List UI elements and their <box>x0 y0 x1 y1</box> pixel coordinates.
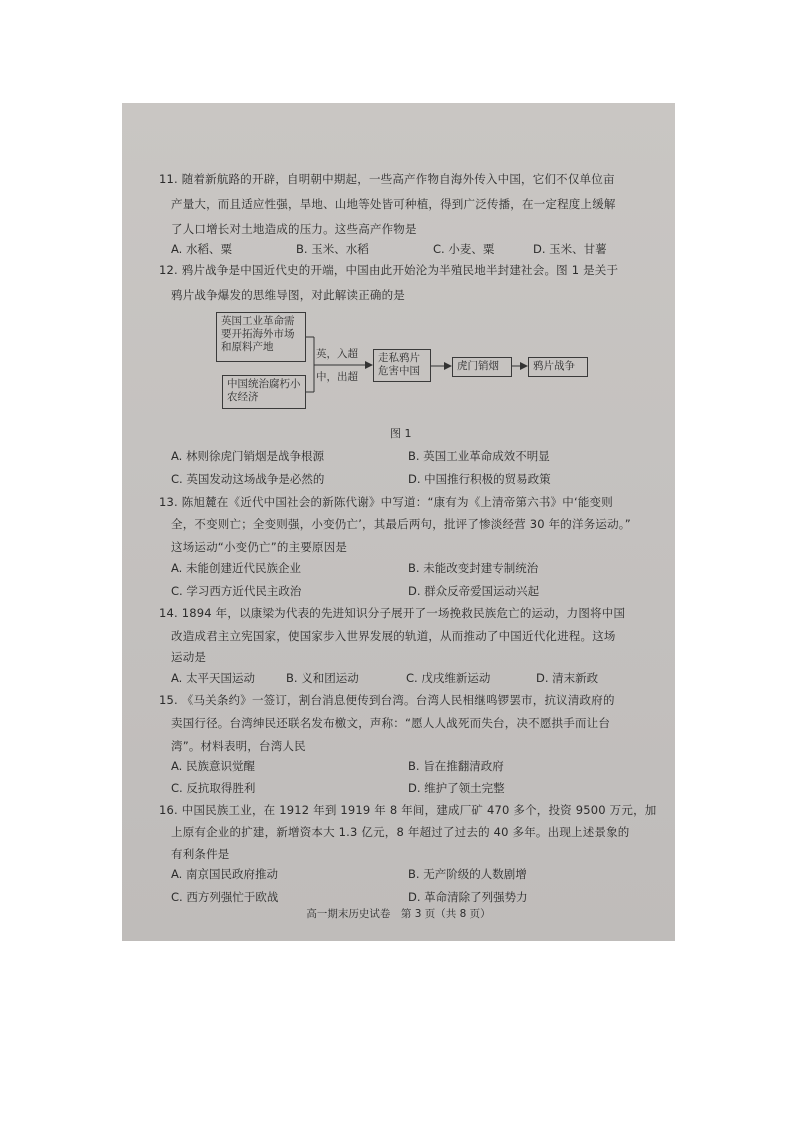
diagram-box-humen-destruction: 虎门销烟 <box>452 357 512 377</box>
q15-line-2: 卖国行径。台湾绅民还联名发布檄文，声称：“愿人人战死而失台，决不愿拱手而让台 <box>171 716 611 730</box>
q13-option-d: D. 群众反帝爱国运动兴起 <box>408 584 540 598</box>
q14-option-c: C. 戊戌维新运动 <box>406 671 491 685</box>
figure-caption: 图 1 <box>390 427 412 440</box>
q13-option-a: A. 未能创建近代民族企业 <box>171 561 301 575</box>
q12-option-c: C. 英国发动这场战争是必然的 <box>171 472 325 486</box>
diagram-box-china-economy: 中国统治腐朽小农经济 <box>222 375 306 409</box>
q14-option-b: B. 义和团运动 <box>286 671 359 685</box>
q14-option-d: D. 清末新政 <box>536 671 599 685</box>
q13-line-3: 这场运动“小变仍亡”的主要原因是 <box>171 540 348 554</box>
q15-option-c: C. 反抗取得胜利 <box>171 781 256 795</box>
q15-option-b: B. 旨在推翻清政府 <box>408 759 504 773</box>
q14-line-1: 14. 1894 年，以康梁为代表的先进知识分子展开了一场挽救民族危亡的运动，力图将中国 <box>159 606 626 620</box>
q11-option-d: D. 玉米、甘薯 <box>533 242 607 256</box>
q14-line-2: 改造成君主立宪国家，使国家步入世界发展的轨道，从而推动了中国近代化进程。这场 <box>171 629 616 643</box>
page-footer: 高一期末历史试卷 第 3 页（共 8 页） <box>306 908 491 920</box>
q16-option-a: A. 南京国民政府推动 <box>171 867 278 881</box>
q14-line-3: 运动是 <box>171 650 207 664</box>
q11-option-b: B. 玉米、水稻 <box>296 242 369 256</box>
diagram-label-china-surplus: 中，出超 <box>316 371 358 383</box>
q11-line-3: 了人口增长对土地造成的压力。这些高产作物是 <box>171 222 417 236</box>
q12-line-2: 鸦片战争爆发的思维导图，对此解读正确的是 <box>171 288 405 302</box>
exam-page <box>122 103 675 941</box>
q16-option-c: C. 西方列强忙于欧战 <box>171 890 279 904</box>
diagram-box-opium-war: 鸦片战争 <box>528 357 588 377</box>
q15-option-a: A. 民族意识觉醒 <box>171 759 255 773</box>
q11-line-1: 11. 随着新航路的开辟，自明朝中期起，一些高产作物自海外传入中国，它们不仅单位亩 <box>159 172 615 186</box>
q16-option-d: D. 革命清除了列强势力 <box>408 890 528 904</box>
q13-line-1: 13. 陈旭麓在《近代中国社会的新陈代谢》中写道：“康有为《上清帝第六书》中‘能变则 <box>159 495 613 509</box>
q11-option-a: A. 水稻、粟 <box>171 242 232 256</box>
diagram-box-opium-smuggling: 走私鸦片危害中国 <box>373 349 431 382</box>
diagram-box-britain-industry: 英国工业革命需要开拓海外市场和原料产地 <box>216 312 306 362</box>
q15-line-1: 15. 《马关条约》一签订，割台消息便传到台湾。台湾人民相继鸣锣罢市，抗议清政府的 <box>159 693 615 707</box>
q16-line-3: 有利条件是 <box>171 847 230 861</box>
q13-option-b: B. 未能改变封建专制统治 <box>408 561 539 575</box>
q11-option-c: C. 小麦、粟 <box>433 242 495 256</box>
q12-option-a: A. 林则徐虎门销烟是战争根源 <box>171 449 324 463</box>
q13-option-c: C. 学习西方近代民主政治 <box>171 584 302 598</box>
q12-line-1: 12. 鸦片战争是中国近代史的开端，中国由此开始沦为半殖民地半封建社会。图 1 是关于 <box>159 263 619 277</box>
q15-line-3: 湾”。材料表明，台湾人民 <box>171 739 306 753</box>
q16-option-b: B. 无产阶级的人数剧增 <box>408 867 527 881</box>
q12-option-b: B. 英国工业革命成效不明显 <box>408 449 550 463</box>
q13-line-2: 全，不变则亡；全变则强，小变仍亡’，其最后两句，批评了惨淡经营 30 年的洋务运动。” <box>171 517 631 531</box>
diagram-label-britain-deficit: 英，入超 <box>316 348 358 360</box>
q12-option-d: D. 中国推行积极的贸易政策 <box>408 472 551 486</box>
q16-line-1: 16. 中国民族工业，在 1912 年到 1919 年 8 年间，建成厂矿 470 多个，投资 9500 万元，加 <box>159 803 657 817</box>
q16-line-2: 上原有企业的扩建，新增资本大 1.3 亿元，8 年超过了过去的 40 多年。出现上述景象的 <box>171 825 630 839</box>
q15-option-d: D. 维护了领土完整 <box>408 781 505 795</box>
q14-option-a: A. 太平天国运动 <box>171 671 255 685</box>
q11-line-2: 产量大，而且适应性强，旱地、山地等处皆可种植，得到广泛传播，在一定程度上缓解 <box>171 197 616 211</box>
